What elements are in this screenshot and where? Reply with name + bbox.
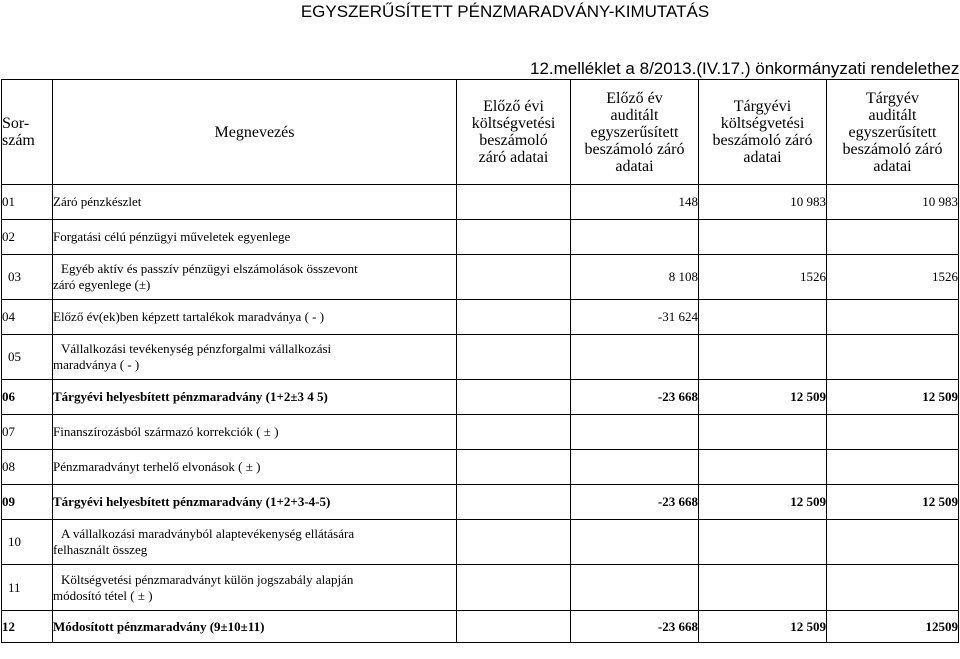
cell-current-budget [699,220,827,255]
cell-current-budget: 1526 [699,255,827,300]
cell-current-budget: 10 983 [699,185,827,220]
row-name-line: Finanszírozásból származó korrekciók ( ± ) [53,424,279,439]
table-row [2,565,959,611]
header-text: beszámoló záró [712,132,813,149]
cell-current-budget [699,450,827,485]
row-number: 10 [2,520,53,565]
table-row [2,520,959,565]
cell-current-budget: 12 509 [699,611,827,643]
header-text: Előző év [606,89,663,107]
table-row [2,611,959,643]
row-name-line: Egyéb aktív és passzív pénzügyi elszámolások összevont [61,261,358,276]
annex-reference: 12.melléklet a 8/2013.(IV.17.) önkormányzati rendelethez [530,59,960,78]
row-number: 01 [2,185,53,220]
row-number: 04 [2,300,53,335]
header-text: adatai [615,157,654,175]
row-name-line: Tárgyévi helyesbített pénzmaradvány (1+2+3-4-5) [53,494,331,509]
header-text: Előző évi [483,98,544,115]
row-number: 02 [2,220,53,255]
row-number: 07 [2,415,53,450]
header-text: beszámoló [479,132,548,149]
cell-current-audited [827,565,959,611]
cell-prev-audited [571,565,699,611]
row-name-line: záró egyenlege (±) [53,277,151,292]
cell-prev-audited: -23 668 [571,380,699,415]
cell-current-budget: 12 509 [699,485,827,520]
header-text: beszámoló záró [842,140,943,158]
row-name-line: Előző év(ek)ben képzett tartalékok maradványa ( - ) [53,309,325,324]
table-row [2,415,959,450]
table-row [2,255,959,300]
cell-prev-audited [571,450,699,485]
row-name-line: Pénzmaradványt terhelő elvonások ( ± ) [53,459,261,474]
header-text: auditált [868,106,917,124]
row-name-line: Vállalkozási tevékenység pénzforgalmi vállalkozási [61,341,332,356]
cell-current-budget: 12 509 [699,380,827,415]
cell-current-audited [827,300,959,335]
table-row [2,300,959,335]
header-text: Tárgyév [865,89,919,107]
table-row [2,485,959,520]
cell-current-audited: 12 509 [827,485,959,520]
table-row [2,220,959,255]
cell-prev-audited [571,335,699,380]
table-row [2,185,959,220]
cell-prev-budget [457,485,571,520]
row-number: 06 [2,380,53,415]
cell-current-audited: 1526 [827,255,959,300]
row-name [53,380,457,415]
page-title: EGYSZERŰSÍTETT PÉNZMARADVÁNY-KIMUTATÁS [300,2,710,21]
table-header-row [2,80,959,185]
header-current-budget [699,80,827,185]
row-name [53,300,457,335]
row-name [53,565,457,611]
row-name-line: Költségvetési pénzmaradványt külön jogszabály alapján [61,571,354,587]
cell-prev-budget [457,185,571,220]
cell-prev-audited: -23 668 [571,485,699,520]
row-number: 09 [2,485,53,520]
cell-prev-budget [457,335,571,380]
row-name [53,220,457,255]
row-number: 11 [2,565,53,611]
row-name [53,520,457,565]
cell-current-audited [827,415,959,450]
row-name [53,611,457,643]
header-text: Megnevezés [214,123,295,141]
header-text: Tárgyévi [733,98,792,115]
cell-prev-budget [457,220,571,255]
table-row [2,380,959,415]
header-text: záró adatai [478,149,549,166]
header-text: költségvetési [720,115,805,132]
row-number: 08 [2,450,53,485]
row-name-line: maradványa ( - ) [53,357,140,372]
cell-prev-budget [457,300,571,335]
cell-prev-audited: -31 624 [571,300,699,335]
row-name-line: Tárgyévi helyesbített pénzmaradvány (1+2±3 4 5) [53,389,328,404]
cell-current-audited: 10 983 [827,185,959,220]
row-name [53,335,457,380]
cell-prev-budget [457,415,571,450]
header-text: adatai [873,157,912,175]
cell-current-budget [699,565,827,611]
cell-prev-audited: -23 668 [571,611,699,643]
cash-residue-table [1,79,959,643]
row-number: 03 [2,255,53,300]
row-name-line: Záró pénzkészlet [53,194,142,209]
cell-prev-budget [457,380,571,415]
header-text: auditált [610,106,659,124]
cell-current-audited [827,450,959,485]
header-text: egyszerűsített [848,123,937,141]
header-text: egyszerűsített [590,123,679,141]
row-number: 05 [2,335,53,380]
cell-current-audited: 12509 [827,611,959,643]
header-row-number [2,80,53,185]
row-name-line: felhasznált összeg [53,542,148,557]
cell-current-budget [699,415,827,450]
cell-prev-audited [571,220,699,255]
cell-current-audited: 12 509 [827,380,959,415]
row-name [53,485,457,520]
cell-prev-budget [457,520,571,565]
row-name [53,415,457,450]
table-row [2,450,959,485]
cell-prev-audited: 148 [571,185,699,220]
cell-prev-audited [571,520,699,565]
cell-current-budget [699,520,827,565]
cell-current-budget [699,300,827,335]
header-text: szám [2,132,35,149]
row-name-line: Forgatási célú pénzügyi műveletek egyenlege [53,229,291,244]
header-current-audited [827,80,959,185]
cell-current-audited [827,335,959,380]
cell-current-budget [699,335,827,380]
table-row [2,335,959,380]
header-text: adatai [743,149,782,166]
row-name-line: A vállalkozási maradványból alaptevékenység ellátására [61,526,355,541]
row-name [53,185,457,220]
header-text: beszámoló záró [584,140,685,158]
cell-prev-budget [457,450,571,485]
cell-current-audited [827,220,959,255]
cell-current-audited [827,520,959,565]
header-text: költségvetési [471,115,556,132]
header-prev-audited [571,80,699,185]
row-name [53,450,457,485]
cell-prev-budget [457,565,571,611]
row-name-line: módosító tétel ( ± ) [53,587,153,603]
cell-prev-budget [457,255,571,300]
cell-prev-budget [457,611,571,643]
cell-prev-audited: 8 108 [571,255,699,300]
header-prev-budget [457,80,571,185]
header-text: Sor- [2,115,30,132]
row-name-line: Módosított pénzmaradvány (9±10±11) [53,618,265,634]
cell-prev-audited [571,415,699,450]
row-name [53,255,457,300]
row-number: 12 [2,611,53,643]
header-name [53,80,457,185]
